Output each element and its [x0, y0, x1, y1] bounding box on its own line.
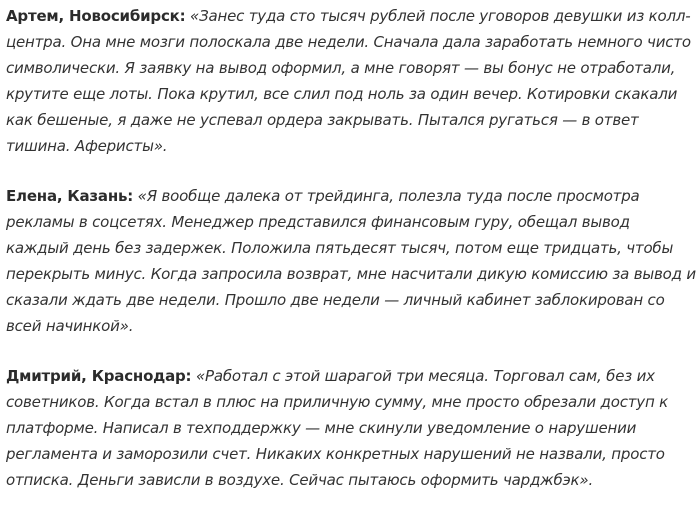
review-text: «Я вообще далека от трейдинга, полезла туда после просмотра рекламы в соцсетях. Менеджер представился финансовым гуру, обещал вывод каждый день без задержек. Положила пятьдесят тысяч, потом еще тридцать, чтобы перекрыть минус. Когда запросила возврат, мне насчитали дикую комиссию за вывод и сказали ждать две недели. Прошло две недели — личный кабинет заблокирован со всей начинкой». — [6, 187, 696, 335]
review-author: Елена, Казань: — [6, 187, 134, 205]
review-elena — [6, 183, 696, 339]
review-text: «Занес туда сто тысяч рублей после уговоров девушки из колл-центра. Она мне мозги полоскала две недели. Сначала дала заработать немного чисто символически. Я заявку на вывод оформил, а мне говорят — вы бонус не отработали, крутите еще лоты. Пока крутил, все слил под ноль за один вечер. Котировки скакали как бешеные, я даже не успевал ордера закрывать. Пытался ругаться — в ответ тишина. Аферисты». — [6, 7, 691, 155]
review-artem — [6, 3, 696, 159]
review-author: Дмитрий, Краснодар: — [6, 367, 192, 385]
review-text: «Работал с этой шарагой три месяца. Торговал сам, без их советников. Когда встал в плюс на приличную сумму, мне просто обрезали доступ к платформе. Написал в техподдержку — мне скинули уведомление о нарушении регламента и заморозили счет. Никаких конкретных нарушений не назвали, просто отписка. Деньги зависли в воздухе. Сейчас пытаюсь оформить чарджбэк». — [6, 367, 668, 489]
review-author: Артем, Новосибирск: — [6, 7, 186, 25]
reviews-section — [6, 3, 696, 517]
review-dmitry — [6, 363, 696, 493]
